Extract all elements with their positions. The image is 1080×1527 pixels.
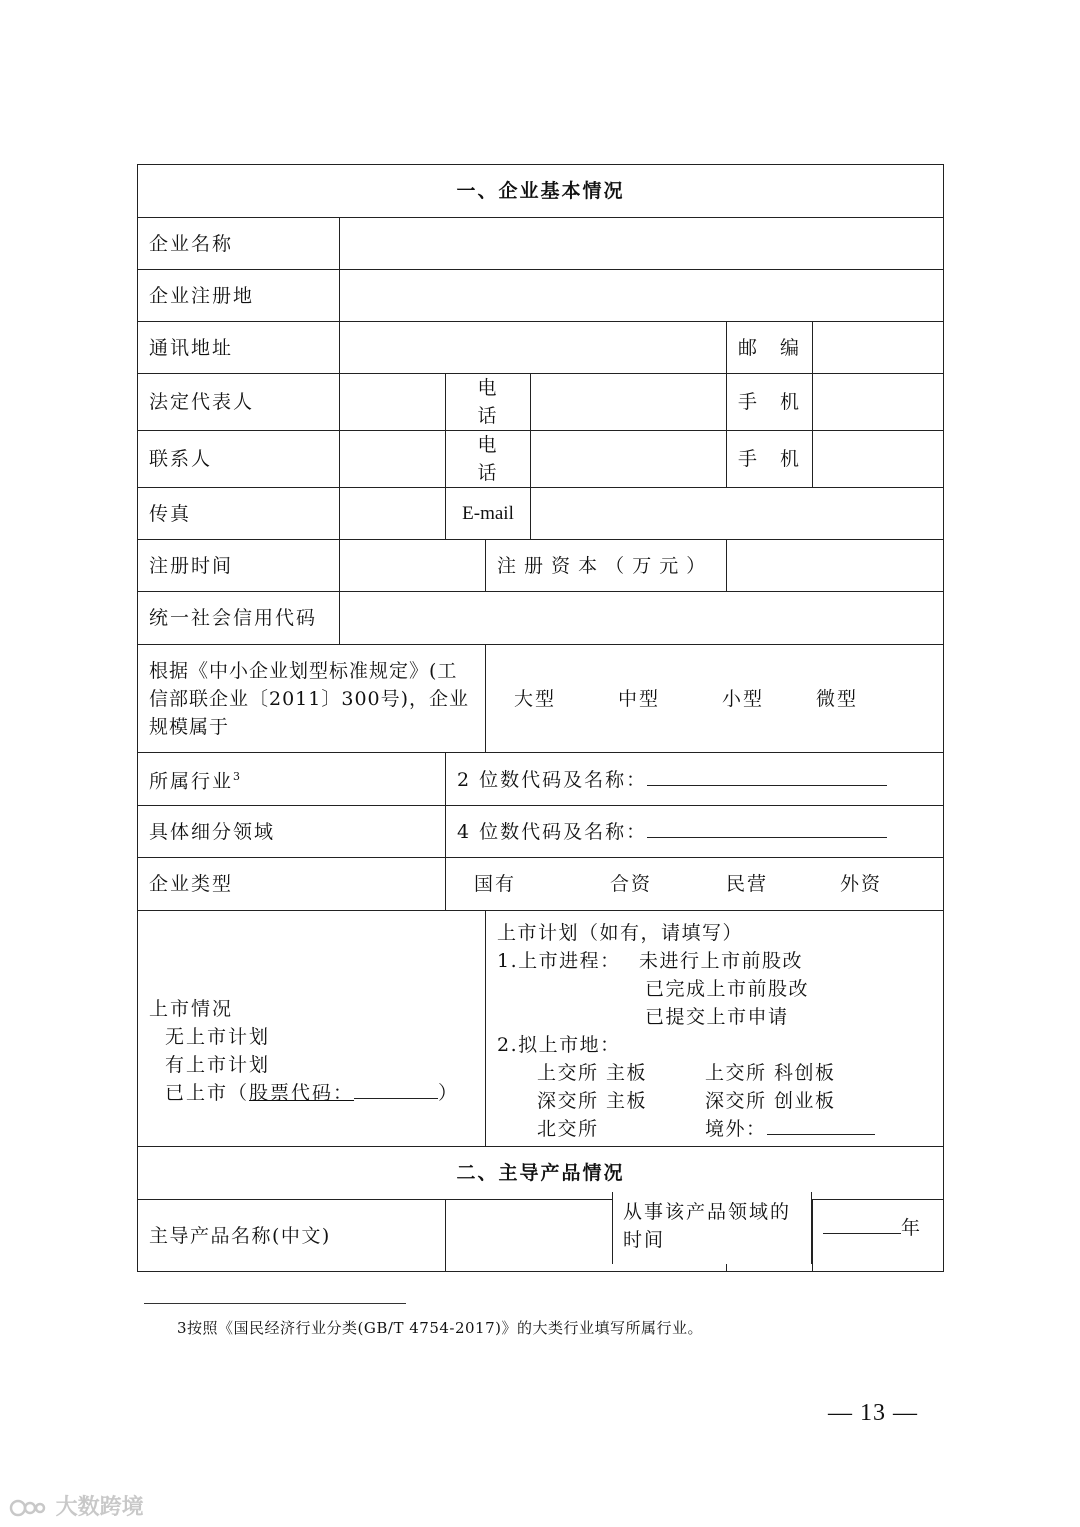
contact-mobile-label: 手 机 xyxy=(727,431,813,488)
enterprise-form xyxy=(137,164,944,1272)
field-years-blank[interactable] xyxy=(823,1213,901,1234)
industry-code-label: 2 位数代码及名称： xyxy=(457,768,648,791)
listing-opt-none[interactable]: 无上市计划 xyxy=(165,1025,271,1048)
footnote-divider xyxy=(144,1303,406,1304)
overseas-blank[interactable] xyxy=(767,1116,875,1135)
email-field[interactable] xyxy=(531,488,944,540)
type-option-foreign[interactable]: 外资 xyxy=(840,873,883,895)
venue-label: 2.拟上市地： xyxy=(497,1033,621,1056)
venue-szse-main[interactable]: 深交所 主板 xyxy=(537,1089,648,1112)
type-option-state[interactable]: 国有 xyxy=(474,873,517,895)
address-field[interactable] xyxy=(340,322,727,374)
venue-overseas[interactable]: 境外： xyxy=(705,1117,767,1140)
scale-option-medium[interactable]: 中型 xyxy=(618,687,661,710)
legal-rep-field[interactable] xyxy=(340,374,446,431)
legal-rep-mobile-field[interactable] xyxy=(813,374,944,431)
company-name-label: 企业名称 xyxy=(138,218,340,270)
contact-phone-label: 电 话 xyxy=(446,431,531,488)
field-years-input[interactable] xyxy=(813,1213,941,1240)
venue-sse-star[interactable]: 上交所 科创板 xyxy=(705,1061,836,1084)
reg-capital-field[interactable] xyxy=(727,540,944,592)
industry-code-blank[interactable] xyxy=(647,765,887,786)
reg-time-field[interactable] xyxy=(340,540,486,592)
legal-rep-label: 法定代表人 xyxy=(138,374,340,431)
credit-code-field[interactable] xyxy=(340,592,944,645)
listing-opt-plan[interactable]: 有上市计划 xyxy=(165,1053,271,1076)
reg-time-label: 注册时间 xyxy=(138,540,340,592)
reg-capital-label: 注 册 资 本 （ 万 元 ） xyxy=(486,540,727,592)
reg-place-label: 企业注册地 xyxy=(138,270,340,322)
type-option-jv[interactable]: 合资 xyxy=(610,873,653,895)
sub-code-cell xyxy=(446,806,944,858)
sub-code-blank[interactable] xyxy=(647,817,887,838)
field-years-label: 从事该产品领域的时间 xyxy=(612,1192,812,1264)
fax-label: 传真 xyxy=(138,488,340,540)
plan-title: 上市计划（如有，请填写） xyxy=(497,921,744,944)
sub-code-label: 4 位数代码及名称： xyxy=(457,821,648,843)
industry-footnote-ref: 3 xyxy=(233,769,243,783)
scale-option-small[interactable]: 小型 xyxy=(722,687,765,710)
stock-code-label: 股票代码： xyxy=(249,1081,355,1104)
scale-description: 根据《中小企业划型标准规定》(工信部联企业〔2011〕300号)，企业规模属于 xyxy=(138,645,486,753)
year-unit: 年 xyxy=(901,1217,921,1239)
watermark-logo-icon xyxy=(8,1496,48,1520)
contact-field[interactable] xyxy=(340,431,446,488)
reg-place-field[interactable] xyxy=(340,270,944,322)
progress-opt-3[interactable]: 已提交上市申请 xyxy=(645,1005,789,1028)
address-label: 通讯地址 xyxy=(138,322,340,374)
scale-option-large[interactable]: 大型 xyxy=(514,687,557,710)
legal-rep-mobile-label: 手 机 xyxy=(727,374,813,431)
listing-opt-listed-prefix: 已上市（ xyxy=(165,1081,250,1104)
watermark-text: 大数跨境 xyxy=(55,1495,144,1520)
venue-bse[interactable]: 北交所 xyxy=(537,1117,599,1140)
watermark xyxy=(8,1490,144,1521)
industry-code-cell xyxy=(446,753,944,806)
stock-code-blank[interactable] xyxy=(354,1080,438,1099)
industry-label xyxy=(138,753,446,806)
fax-field[interactable] xyxy=(340,488,446,540)
postcode-label: 邮 编 xyxy=(727,322,813,374)
listing-opt-listed[interactable] xyxy=(149,1079,474,1107)
scale-options xyxy=(486,645,944,753)
progress-opt-1[interactable]: 未进行上市前股改 xyxy=(639,949,804,972)
scale-option-micro[interactable]: 微型 xyxy=(816,687,859,710)
postcode-field[interactable] xyxy=(813,322,944,374)
progress-label: 1.上市进程： xyxy=(497,949,621,972)
contact-mobile-field[interactable] xyxy=(813,431,944,488)
contact-label: 联系人 xyxy=(138,431,340,488)
venue-szse-chinext[interactable]: 深交所 创业板 xyxy=(705,1089,836,1112)
listing-opt-listed-suffix: ） xyxy=(438,1081,460,1104)
contact-phone-field[interactable] xyxy=(531,431,727,488)
section1-title: 一、企业基本情况 xyxy=(138,165,944,218)
venue-sse-main[interactable]: 上交所 主板 xyxy=(537,1061,648,1084)
progress-opt-2[interactable]: 已完成上市前股改 xyxy=(645,977,810,1000)
footnote: 3按照《国民经济行业分类(GB/T 4754-2017)》的大类行业填写所属行业。 xyxy=(177,1319,703,1337)
email-label: E-mail xyxy=(446,488,531,540)
product-name-label: 主导产品名称(中文) xyxy=(138,1200,446,1272)
listing-plan-cell xyxy=(486,911,944,1147)
legal-rep-phone-field[interactable] xyxy=(531,374,727,431)
credit-code-label: 统一社会信用代码 xyxy=(138,592,340,645)
type-options xyxy=(446,858,944,911)
sub-field-label: 具体细分领域 xyxy=(138,806,446,858)
listing-title: 上市情况 xyxy=(149,997,234,1020)
section2-title: 二、主导产品情况 xyxy=(138,1147,944,1200)
listing-status-cell xyxy=(138,911,486,1147)
page-number: — 13 — xyxy=(828,1400,918,1426)
legal-rep-phone-label: 电 话 xyxy=(446,374,531,431)
type-option-private[interactable]: 民营 xyxy=(726,873,769,895)
company-name-field[interactable] xyxy=(340,218,944,270)
industry-label-text: 所属行业 xyxy=(149,770,234,793)
type-label: 企业类型 xyxy=(138,858,446,911)
